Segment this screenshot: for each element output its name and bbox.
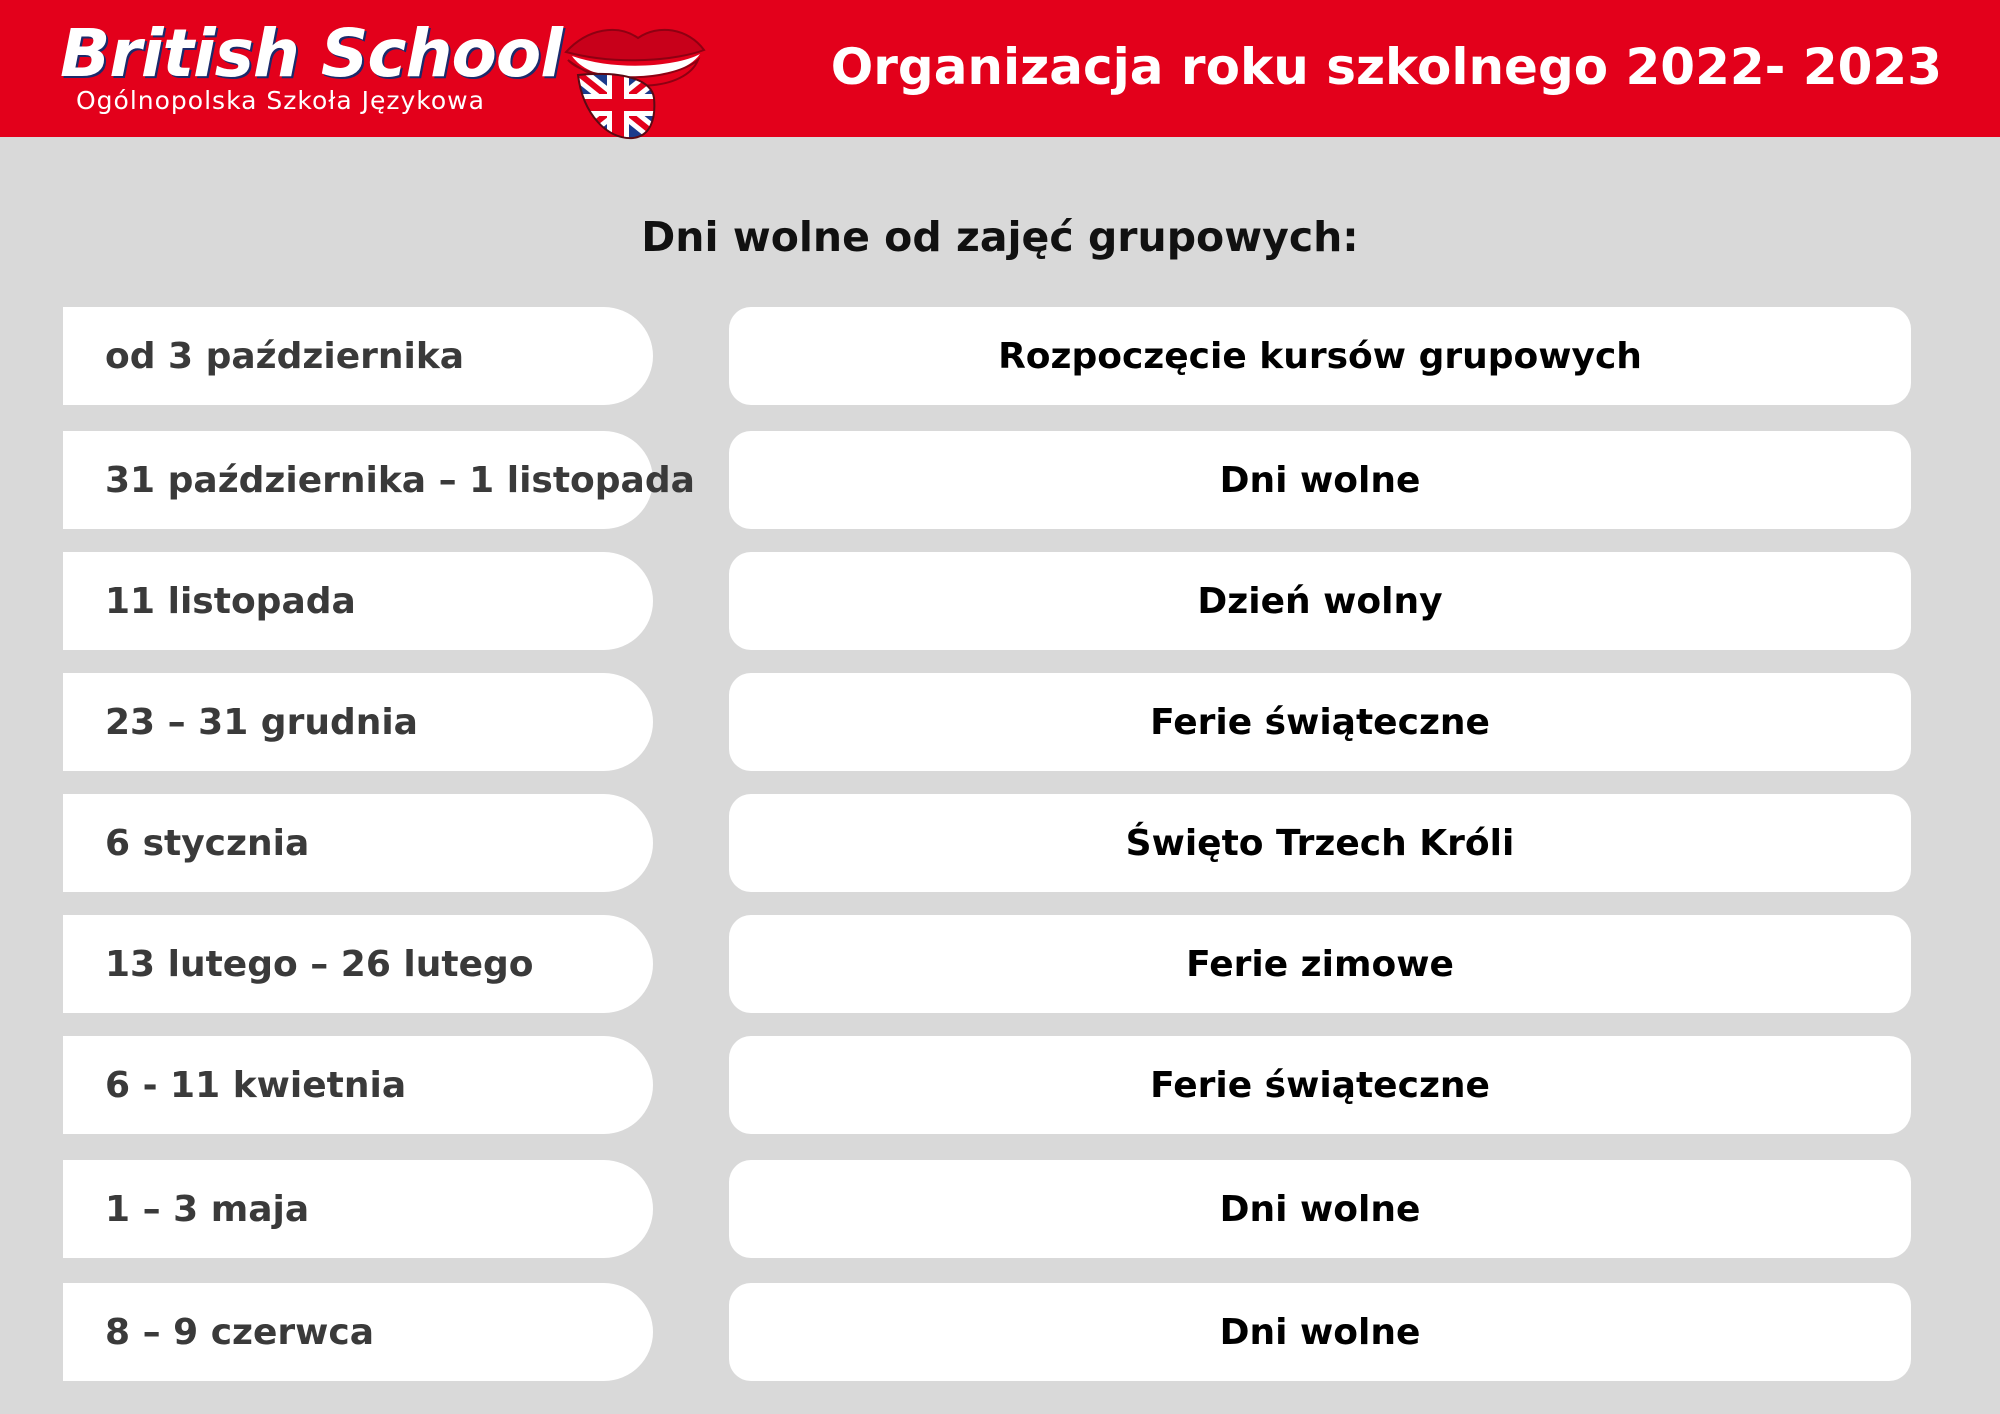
schedule-date: 31 października – 1 listopada bbox=[63, 431, 653, 529]
schedule-date: 6 - 11 kwietnia bbox=[63, 1036, 653, 1134]
schedule-description: Dni wolne bbox=[729, 1283, 1911, 1381]
schedule-description: Dni wolne bbox=[729, 1160, 1911, 1258]
schedule-date: 8 – 9 czerwca bbox=[63, 1283, 653, 1381]
section-title-text: Dni wolne od zajęć grupowych: bbox=[641, 213, 1359, 261]
logo-title: British School bbox=[60, 15, 562, 92]
schedule-date: 23 – 31 grudnia bbox=[63, 673, 653, 771]
page-title: Organizacja roku szkolnego 2022- 2023 bbox=[830, 38, 1942, 96]
schedule-description: Dzień wolny bbox=[729, 552, 1911, 650]
schedule-date: 6 stycznia bbox=[63, 794, 653, 892]
schedule-description: Ferie zimowe bbox=[729, 915, 1911, 1013]
schedule-description: Rozpoczęcie kursów grupowych bbox=[729, 307, 1911, 405]
schedule-description: Ferie świąteczne bbox=[729, 1036, 1911, 1134]
schedule-date: 1 – 3 maja bbox=[63, 1160, 653, 1258]
schedule-description: Ferie świąteczne bbox=[729, 673, 1911, 771]
schedule-date: od 3 października bbox=[63, 307, 653, 405]
schedule-description: Święto Trzech Króli bbox=[729, 794, 1911, 892]
schedule-date: 13 lutego – 26 lutego bbox=[63, 915, 653, 1013]
logo-subtitle: Ogólnopolska Szkoła Językowa bbox=[76, 86, 485, 115]
schedule-date: 11 listopada bbox=[63, 552, 653, 650]
schedule-description: Dni wolne bbox=[729, 431, 1911, 529]
